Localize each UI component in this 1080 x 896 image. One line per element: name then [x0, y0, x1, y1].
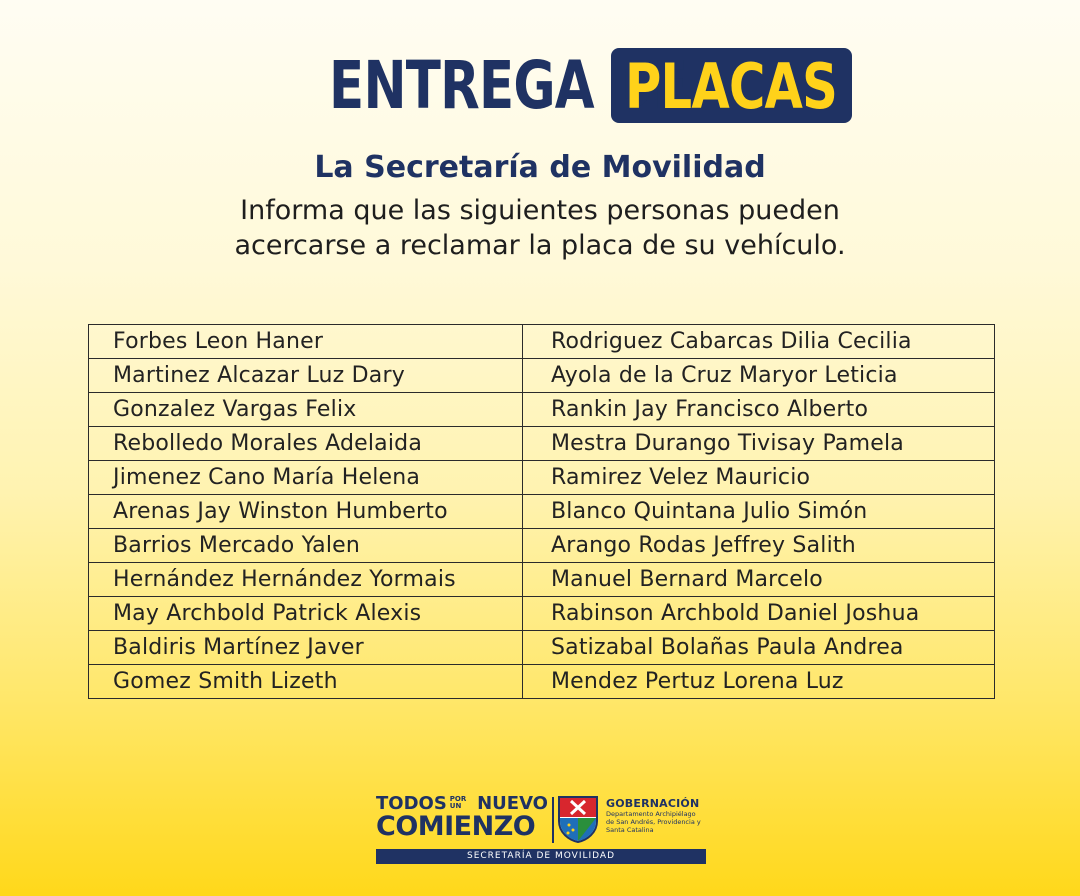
table-row — [89, 665, 995, 699]
brand-slogan — [376, 795, 548, 840]
gobernacion-sub-1: Departamento Archipiélago — [606, 810, 696, 818]
name-cell-right: Rankin Jay Francisco Alberto — [523, 393, 995, 427]
name-cell-right: Ramirez Velez Mauricio — [523, 461, 995, 495]
gobernacion-title: GOBERNACIÓN — [606, 797, 700, 810]
name-cell-right: Arango Rodas Jeffrey Salith — [523, 529, 995, 563]
name-cell-left: Gonzalez Vargas Felix — [89, 393, 523, 427]
name-cell-left: Jimenez Cano María Helena — [89, 461, 523, 495]
brand-por-un: POR UN — [449, 795, 467, 810]
gobernacion-sub-3: Santa Catalina — [606, 826, 654, 834]
names-table — [88, 324, 995, 699]
name-cell-right: Mendez Pertuz Lorena Luz — [523, 665, 995, 699]
table-row — [89, 393, 995, 427]
name-cell-right: Mestra Durango Tivisay Pamela — [523, 427, 995, 461]
title-highlight — [611, 48, 852, 123]
table-row — [89, 529, 995, 563]
title-part2: PLACAS — [625, 50, 838, 123]
name-cell-left: Martinez Alcazar Luz Dary — [89, 359, 523, 393]
intro-line-1: Informa que las siguientes personas pueden — [240, 195, 840, 226]
name-cell-right: Blanco Quintana Julio Simón — [523, 495, 995, 529]
table-row — [89, 427, 995, 461]
name-cell-right: Manuel Bernard Marcelo — [523, 563, 995, 597]
title-part1: ENTREGA DE — [328, 46, 688, 124]
name-cell-left: Rebolledo Morales Adelaida — [89, 427, 523, 461]
coat-of-arms-icon — [557, 795, 599, 843]
name-cell-right: Rabinson Archbold Daniel Joshua — [523, 597, 995, 631]
name-cell-left: Gomez Smith Lizeth — [89, 665, 523, 699]
table-row — [89, 461, 995, 495]
intro-text — [0, 193, 1080, 263]
name-cell-left: Forbes Leon Haner — [89, 325, 523, 359]
table-row — [89, 631, 995, 665]
secretaria-bar: SECRETARÍA DE MOVILIDAD — [376, 849, 706, 864]
footer-divider — [552, 797, 554, 843]
name-cell-left: Hernández Hernández Yormais — [89, 563, 523, 597]
name-cell-left: May Archbold Patrick Alexis — [89, 597, 523, 631]
name-cell-right: Rodriguez Cabarcas Dilia Cecilia — [523, 325, 995, 359]
footer-logo — [376, 793, 706, 865]
table-row — [89, 495, 995, 529]
names-table-body — [89, 325, 995, 699]
subtitle: La Secretaría de Movilidad — [314, 150, 766, 185]
name-cell-left: Baldiris Martínez Javer — [89, 631, 523, 665]
brand-comienzo: COMIENZO — [376, 811, 536, 842]
intro-line-2: acercarse a reclamar la placa de su vehículo. — [234, 230, 846, 261]
gobernacion-sub-2: de San Andrés, Providencia y — [606, 818, 701, 826]
table-row — [89, 563, 995, 597]
name-cell-left: Barrios Mercado Yalen — [89, 529, 523, 563]
table-row — [89, 359, 995, 393]
brand-todos: TODOS — [376, 793, 447, 814]
page-title — [0, 48, 1080, 123]
brand-nuevo: NUEVO — [477, 793, 548, 814]
name-cell-right: Ayola de la Cruz Maryor Leticia — [523, 359, 995, 393]
gobernacion-block — [606, 797, 706, 834]
table-row — [89, 597, 995, 631]
name-cell-right: Satizabal Bolañas Paula Andrea — [523, 631, 995, 665]
table-row — [89, 325, 995, 359]
name-cell-left: Arenas Jay Winston Humberto — [89, 495, 523, 529]
